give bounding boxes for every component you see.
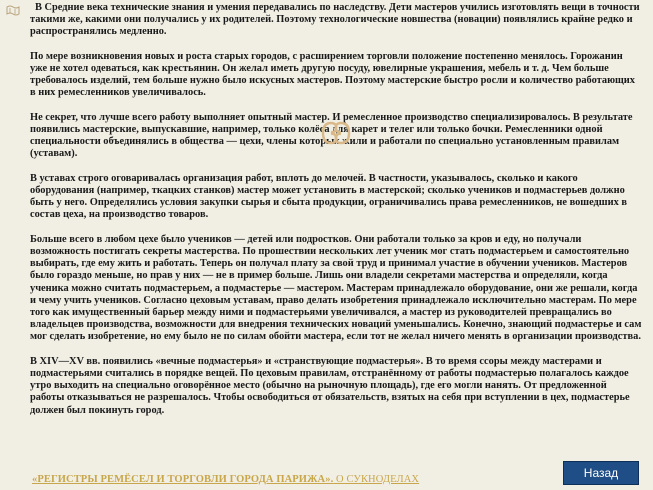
source-link[interactable] xyxy=(32,474,419,485)
back-button[interactable]: Назад xyxy=(563,461,639,485)
paragraph: В Средние века технические знания и умения передавались по наследству. Дети мастеров учились изготовлять вещи в точности такими же, какими они получались у их родителей. Поэтому технологические новшества (новации) появлялись крайне редко и распространялись медленно. xyxy=(30,2,640,38)
paragraph: По мере возникновения новых и роста старых городов, с расширением торговли положение постепенно менялось. Горожанин уже не хотел одеваться, как крестьянин. Он желал иметь другую посуду, ювелирные украшения, мебель и т. д. Чем больше требовалось изделий, тем больше нужно было искусных мастеров. Поэтому мастерские быстро росли и количество работающих в них ремесленников увеличивалось. xyxy=(30,50,635,99)
text-body xyxy=(30,2,642,429)
paragraph: Не секрет, что лучше всего работу выполняет опытный мастер. И ремесленное производство специализировалось. В результате появились мастерские, выпускавшие, например, только колёса для карет и телег или только бочки. Ремесленники одной специальности объединялись в общества — цехи, члены которых жили и работали по специально установленным правилам (уставам). xyxy=(30,111,633,160)
source-link-title[interactable]: «РЕГИСТРЫ РЕМЁСЕЛ И ТОРГОВЛИ ГОРОДА ПАРИЖА». xyxy=(32,474,334,485)
paragraph: В XIV—XV вв. появились «вечные подмастерья» и «странствующие подмастерья». В то время ссоры между мастерами и подмастерьями считались в порядке вещей. По цеховым правилам, отстранённому от работы подмастерью полагалось каждое утро выходить на специально оговорённое место (обычно на рыночную площадь), где его могли нанять. От предложенной работы отказываться не разрешалось. Чтобы освободиться от обязательств, взятых на себя при вступлении в цех, подмастерье должен был покинуть город. xyxy=(30,355,630,416)
page-turn-icon xyxy=(6,4,20,16)
paragraph: В уставах строго оговаривалась организация работ, вплоть до мелочей. В частности, указывалось, сколько и какого оборудования (например, ткацких станков) мастер может установить в мастерской; сколько учеников и подмастерьев должно быть у него. Определялись условия закупки сырья и сбыта продукции, ограничивались права ремесленников, не вошедших в состав цеха, на производство товаров. xyxy=(30,172,627,221)
source-link-subtitle[interactable]: О СУКНОДЕЛАХ xyxy=(333,474,420,485)
paragraph: Больше всего в любом цехе было учеников — детей или подростков. Они работали только за кров и еду, но получали возможность постигать секреты мастерства. По прошествии нескольких лет ученик мог стать подмастерьем и самостоятельно выбирать, где ему жить и работать. Теперь он получал плату за свой труд и принимал участие в обучении учеников. Мастеров было гораздо меньше, но прав у них — не в пример больше. Лишь они владели секретами мастерства и определяли, когда ученика можно считать подмастерьем, а подмастерье — мастером. Мастерам принадлежало оборудование, они же решали, когда и чему учить учеников. Согласно цеховым уставам, право делать изобретения принадлежало исключительно мастерам. По мере того как имущественный барьер между ними и подмастерьями увеличивался, а мастер из руководителей превращались во владельцев производства, возможности для внедрения технических новаций уменьшались. Конечно, знающий подмастерье и сам мог сделать изобретение, но ему было не по силам обойти мастера, если тот не желал ничего менять в организации производства. xyxy=(30,233,642,343)
